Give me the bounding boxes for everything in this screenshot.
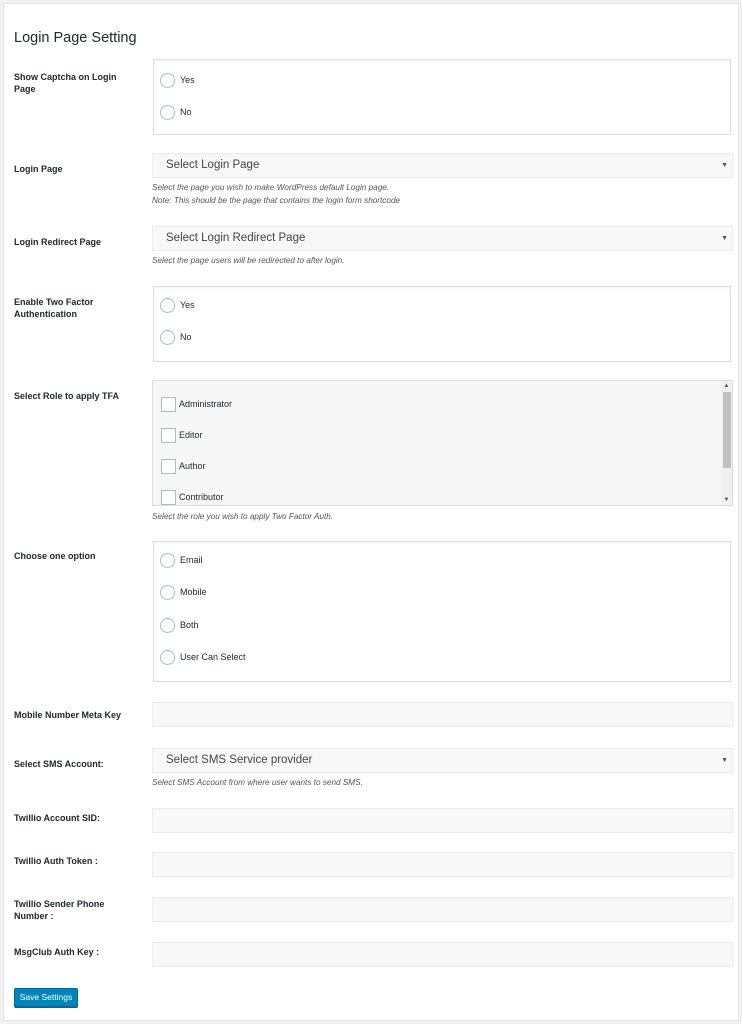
- captcha-radio-group: [153, 59, 731, 135]
- role-contributor-item[interactable]: [161, 489, 224, 505]
- option-both-radio[interactable]: [160, 618, 175, 633]
- roles-listbox[interactable]: [152, 380, 733, 506]
- captcha-label: Show Captcha on Login Page: [14, 72, 117, 94]
- roles-scrollbar[interactable]: [721, 381, 732, 505]
- role-author-checkbox[interactable]: [161, 459, 176, 474]
- option-both[interactable]: [160, 617, 199, 633]
- login-page-desc-line2: Note: This should be the page that contains the login form shortcode: [152, 196, 401, 205]
- role-administrator-checkbox[interactable]: [161, 397, 176, 412]
- page-title: Login Page Setting: [14, 30, 137, 46]
- twilio-sid-input[interactable]: [152, 808, 733, 833]
- save-settings-button[interactable]: Save Settings: [14, 988, 78, 1007]
- captcha-no-option[interactable]: [160, 104, 192, 120]
- twilio-token-input[interactable]: [152, 852, 733, 877]
- captcha-yes-option[interactable]: [160, 72, 195, 88]
- scroll-up-icon[interactable]: ▲: [723, 383, 730, 389]
- twilio-phone-input[interactable]: [152, 897, 733, 922]
- role-administrator-label: Administrator: [179, 399, 233, 409]
- choose-option-radio-group: [153, 541, 731, 682]
- msgclub-key-label: MsgClub Auth Key :: [14, 947, 100, 957]
- mobile-meta-input[interactable]: [152, 702, 733, 727]
- two-factor-yes-radio[interactable]: [160, 298, 175, 313]
- caret-down-icon: ▼: [721, 757, 728, 764]
- option-user-can-select[interactable]: [160, 649, 246, 665]
- two-factor-no-option[interactable]: [160, 329, 192, 345]
- two-factor-no-label: No: [180, 332, 192, 342]
- captcha-no-radio[interactable]: [160, 105, 175, 120]
- option-user-can-select-radio[interactable]: [160, 650, 175, 665]
- login-page-description: [152, 181, 400, 207]
- role-editor-item[interactable]: [161, 427, 203, 443]
- captcha-yes-radio[interactable]: [160, 73, 175, 88]
- captcha-no-label: No: [180, 107, 192, 117]
- settings-panel: [3, 3, 739, 1021]
- role-editor-label: Editor: [179, 430, 203, 440]
- captcha-yes-label: Yes: [180, 75, 195, 85]
- mobile-meta-label: Mobile Number Meta Key: [14, 710, 122, 720]
- option-mobile-radio[interactable]: [160, 585, 175, 600]
- role-contributor-checkbox[interactable]: [161, 490, 176, 505]
- msgclub-key-input[interactable]: [152, 942, 733, 967]
- option-email-radio[interactable]: [160, 553, 175, 568]
- twilio-sid-label: Twillio Account SID:: [14, 813, 100, 823]
- sms-account-select[interactable]: [152, 748, 733, 773]
- role-author-item[interactable]: [161, 458, 206, 474]
- login-page-desc-line1: Select the page you wish to make WordPress default Login page.: [152, 183, 390, 192]
- two-factor-no-radio[interactable]: [160, 330, 175, 345]
- two-factor-label: Enable Two Factor Authentication: [14, 297, 94, 319]
- option-user-can-select-label: User Can Select: [180, 652, 246, 662]
- twilio-token-label: Twillio Auth Token :: [14, 856, 98, 866]
- option-email[interactable]: [160, 552, 203, 568]
- sms-account-description: Select SMS Account from where user wants to send SMS.: [152, 778, 363, 787]
- role-author-label: Author: [179, 461, 206, 471]
- two-factor-radio-group: [153, 286, 731, 362]
- roles-label: Select Role to apply TFA: [14, 391, 120, 401]
- caret-down-icon: ▼: [721, 235, 728, 242]
- role-administrator-item[interactable]: [161, 396, 232, 412]
- sms-account-label: Select SMS Account:: [14, 759, 104, 769]
- login-redirect-select[interactable]: [152, 226, 733, 251]
- scrollbar-thumb[interactable]: [723, 392, 731, 468]
- login-redirect-label: Login Redirect Page: [14, 237, 102, 247]
- option-mobile-label: Mobile: [180, 587, 207, 597]
- option-both-label: Both: [180, 620, 199, 630]
- role-contributor-label: Contributor: [179, 492, 224, 502]
- login-page-label: Login Page: [14, 164, 63, 174]
- caret-down-icon: ▼: [721, 162, 728, 169]
- option-email-label: Email: [180, 555, 203, 565]
- twilio-phone-label: Twillio Sender Phone Number :: [14, 899, 105, 921]
- option-mobile[interactable]: [160, 584, 207, 600]
- sms-account-select-value: Select SMS Service provider: [166, 754, 313, 766]
- login-page-select[interactable]: [152, 153, 733, 178]
- roles-description: Select the role you wish to apply Two Factor Auth.: [152, 512, 334, 521]
- login-page-select-value: Select Login Page: [166, 159, 260, 171]
- scroll-down-icon[interactable]: ▼: [723, 497, 730, 503]
- login-redirect-description: Select the page users will be redirected to after login.: [152, 256, 345, 265]
- role-editor-checkbox[interactable]: [161, 428, 176, 443]
- login-redirect-select-value: Select Login Redirect Page: [166, 232, 306, 244]
- two-factor-yes-label: Yes: [180, 300, 195, 310]
- two-factor-yes-option[interactable]: [160, 297, 195, 313]
- choose-option-label: Choose one option: [14, 551, 96, 561]
